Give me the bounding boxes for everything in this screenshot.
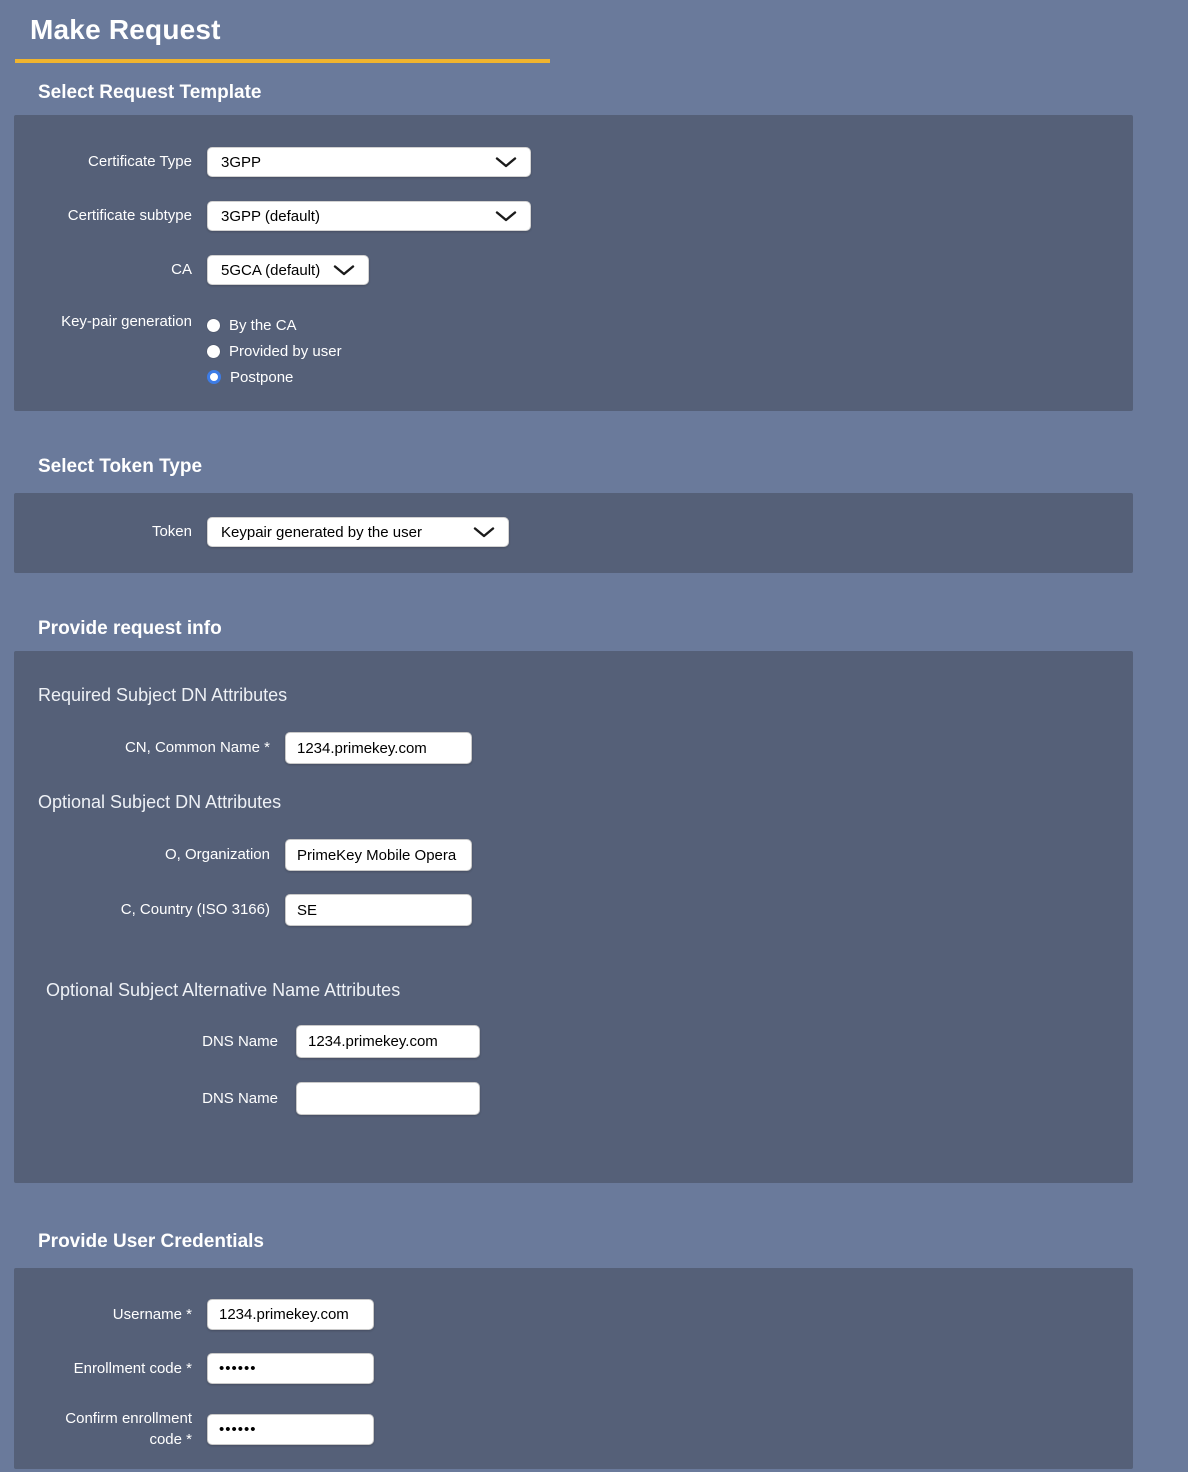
certificate-type-select[interactable] <box>207 147 531 177</box>
optional-dn-heading: Optional Subject DN Attributes <box>38 792 282 812</box>
organization-row <box>30 839 1133 871</box>
panel-user-credentials <box>14 1268 1133 1469</box>
section-heading-request-info: Provide request info <box>38 618 222 639</box>
section-heading-token-type: Select Token Type <box>38 456 203 477</box>
radio-option-provided-by-user[interactable] <box>207 338 342 364</box>
ca-select[interactable] <box>207 255 369 285</box>
organization-input[interactable] <box>285 839 472 871</box>
token-select[interactable] <box>207 517 509 547</box>
optional-san-heading: Optional Subject Alternative Name Attributes <box>46 980 401 1000</box>
radio-option-label: Postpone <box>230 368 294 386</box>
confirm-enrollment-code-label: Confirm enrollment code * <box>65 1410 192 1448</box>
keypair-generation-label: Key-pair generation <box>61 313 192 330</box>
dns-name-label: DNS Name <box>202 1032 278 1050</box>
country-label: C, Country (ISO 3166) <box>120 901 270 918</box>
dns-name-input-1[interactable] <box>296 1025 480 1058</box>
section-heading-request-template: Select Request Template <box>38 82 262 103</box>
required-dn-heading: Required Subject DN Attributes <box>38 685 288 705</box>
username-label: Username * <box>112 1305 192 1323</box>
confirm-enrollment-code-row <box>30 1408 1133 1450</box>
token-label: Token <box>151 523 192 540</box>
token-row <box>30 517 1133 547</box>
organization-label: O, Organization <box>164 846 270 863</box>
ca-value: 5GCA (default) <box>221 261 321 279</box>
ca-label: CA <box>171 261 192 278</box>
certificate-subtype-label: Certificate subtype <box>67 207 192 224</box>
panel-request-info <box>14 651 1133 1183</box>
radio-option-by-the-ca[interactable] <box>207 312 342 338</box>
radio-button[interactable] <box>207 319 220 332</box>
username-input[interactable] <box>207 1299 374 1330</box>
chevron-down-icon <box>495 157 517 168</box>
panel-token-type <box>14 493 1133 573</box>
certificate-type-row <box>30 147 1133 177</box>
dns-name-label: DNS Name <box>202 1089 278 1107</box>
radio-button[interactable] <box>207 370 221 384</box>
cn-common-name-input[interactable] <box>285 732 472 764</box>
certificate-subtype-row <box>30 201 1133 231</box>
keypair-generation-radio-group <box>207 312 342 390</box>
keypair-generation-row <box>30 309 1133 390</box>
certificate-subtype-value: 3GPP (default) <box>221 207 320 225</box>
confirm-enrollment-code-input[interactable] <box>207 1414 374 1445</box>
chevron-down-icon <box>333 265 355 276</box>
section-heading-user-credentials: Provide User Credentials <box>38 1231 264 1252</box>
country-input[interactable] <box>285 894 472 926</box>
enrollment-code-input[interactable] <box>207 1353 374 1384</box>
enrollment-code-label: Enrollment code * <box>73 1359 192 1377</box>
page-title: Make Request <box>30 14 221 45</box>
cn-label: CN, Common Name * <box>124 739 270 756</box>
username-row <box>30 1299 1133 1330</box>
radio-option-label: By the CA <box>229 316 297 334</box>
country-row <box>30 894 1133 926</box>
panel-request-template <box>14 115 1133 411</box>
chevron-down-icon <box>495 211 517 222</box>
cn-row <box>30 732 1133 764</box>
radio-option-postpone[interactable] <box>207 364 342 390</box>
dns-name-input-2[interactable] <box>296 1082 480 1115</box>
certificate-type-value: 3GPP <box>221 153 262 171</box>
title-underline <box>15 59 550 63</box>
radio-option-label: Provided by user <box>229 342 342 360</box>
chevron-down-icon <box>473 527 495 538</box>
certificate-type-label: Certificate Type <box>88 153 192 170</box>
token-value: Keypair generated by the user <box>221 523 422 541</box>
ca-row <box>30 255 1133 285</box>
radio-button[interactable] <box>207 345 220 358</box>
enrollment-code-row <box>30 1353 1133 1384</box>
dns-name-row-2 <box>30 1082 1133 1115</box>
certificate-subtype-select[interactable] <box>207 201 531 231</box>
dns-name-row-1 <box>30 1025 1133 1058</box>
